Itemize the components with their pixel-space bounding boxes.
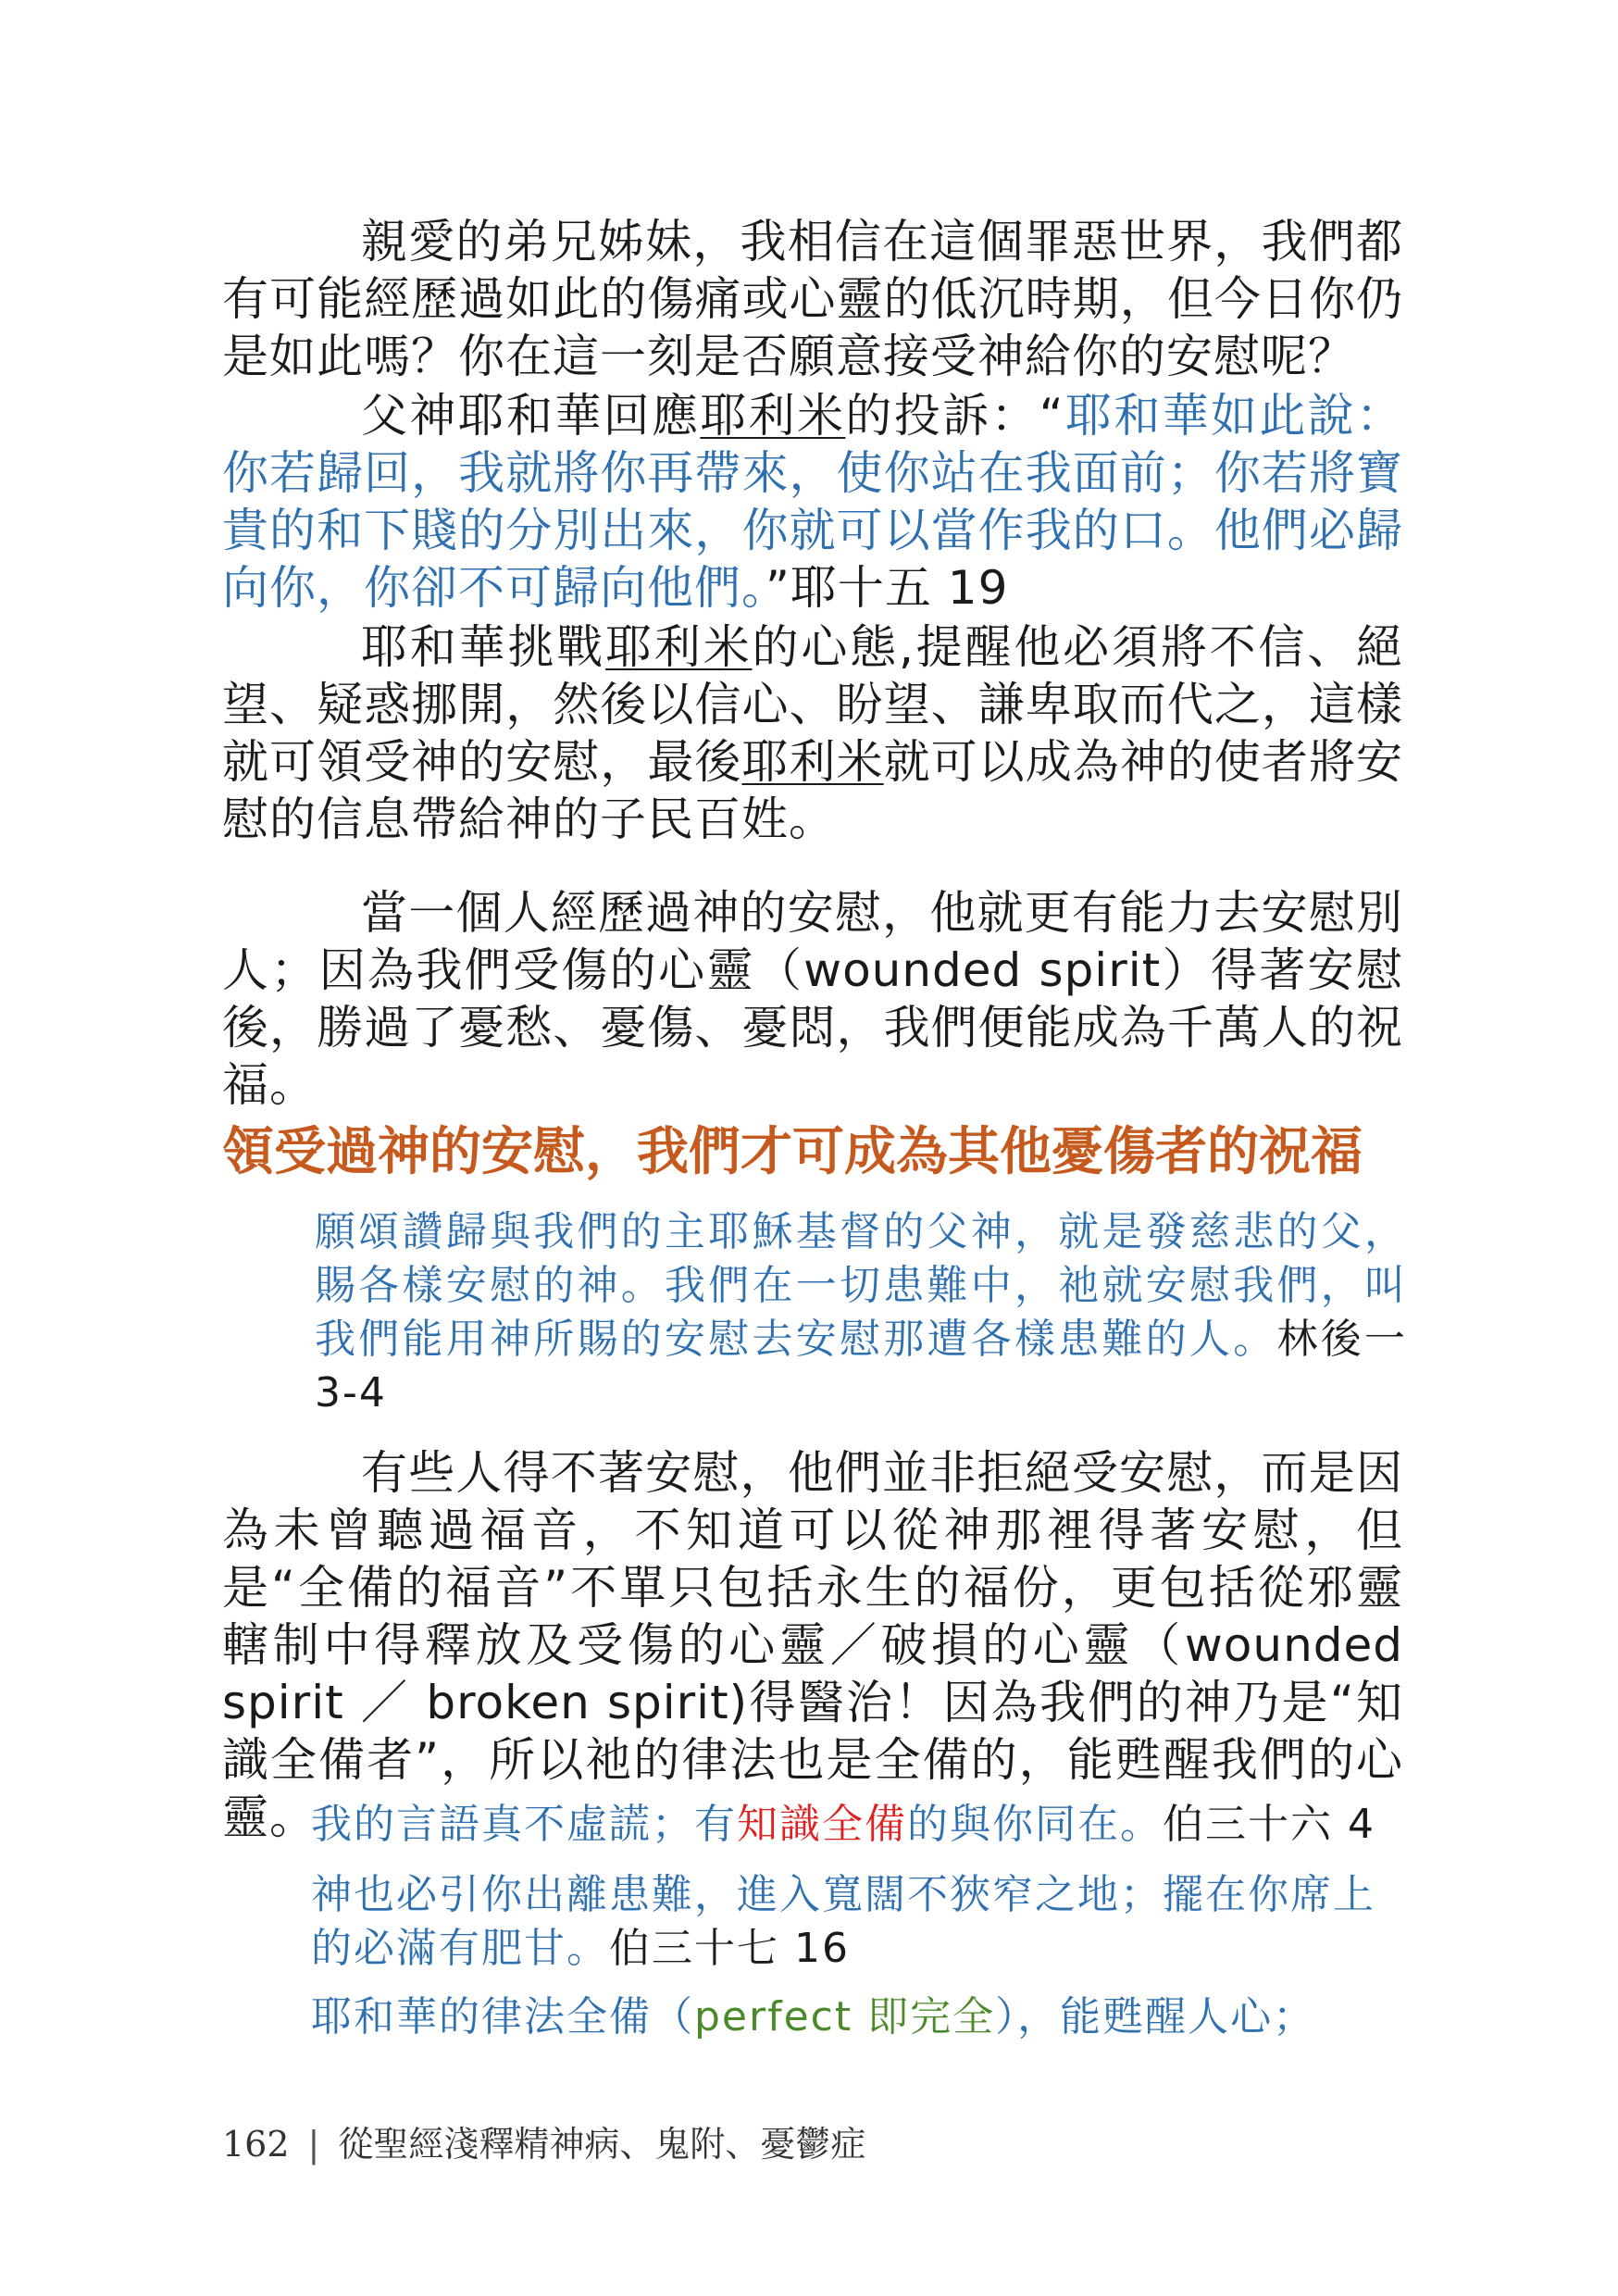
scripture-block-corinthians [315, 1205, 1407, 1420]
person-name-jeremiah: 耶利米 [700, 389, 846, 443]
scripture-verse-job-37 [311, 1868, 1413, 1976]
scripture-reference: ”耶十五 19 [765, 561, 1009, 615]
verse-highlight: 知識全備 [737, 1801, 907, 1848]
scripture-quote-jeremiah: 耶和華如此說：你若歸回，我就將你再帶來，使你站在我面前；你若將寶貴的和下賤的分別出來，你就可以當作我的口。他們必歸向你，你卻不可歸向他們。 [222, 389, 1404, 615]
paragraph-3-part-b: 的心態,提醒他必須將不信、絕望、疑惑挪開，然後以信心、盼望、謙卑取而代之，這樣就可領受神的安慰，最後 [222, 620, 1404, 789]
paragraph-3-part-a: 耶和華挑戰 [361, 620, 606, 674]
paragraph-2-mid: 的投訴：“ [845, 389, 1064, 443]
scripture-reference: 伯三十六 4 [1163, 1801, 1375, 1848]
scripture-verse-job-36 [311, 1798, 1413, 1852]
verse-text: 的與你同在。 [907, 1801, 1163, 1848]
paragraph-3-part-c: 就可以成為神的使者將安慰的信息帶給神的子民百姓。 [222, 735, 1404, 846]
paragraph-1-text: 親愛的弟兄姊妹，我相信在這個罪惡世界，我們都有可能經歷過如此的傷痛或心靈的低沉時期，但今日你仍是如此嗎？你在這一刻是否願意接受神給你的安慰呢？ [222, 215, 1403, 383]
paragraph-3 [222, 618, 1403, 848]
paragraph-2 [222, 387, 1403, 617]
scripture-quote-corinthians: 願頌讚歸與我們的主耶穌基督的父神，就是發慈悲的父，賜各樣安慰的神。我們在一切患難中，祂就安慰我們，叫我們能用神所賜的安慰去安慰那遭各樣患難的人。 [315, 1208, 1407, 1363]
footer-separator: | [307, 2124, 320, 2165]
paragraph-1 [222, 213, 1403, 385]
verse-text: 神也必引你出離患難，進入寬闊不狹窄之地；擺在你席上的必滿有肥甘。 [311, 1871, 1375, 1972]
paragraph-2-intro: 父神耶和華回應 [361, 389, 701, 443]
paragraph-4-text: 當一個人經歷過神的安慰，他就更有能力去安慰別人；因為我們受傷的心靈（wounded spirit）得著安慰後，勝過了憂愁、憂傷、憂悶，我們便能成為千萬人的祝福。 [222, 886, 1403, 1112]
paragraph-5-text: 有些人得不著安慰，他們並非拒絕受安慰，而是因為未曾聽過福音，不知道可以從神那裡得著安慰，但是“全備的福音”不單只包括永生的福份，更包括從邪靈轄制中得釋放及受傷的心靈／破損的心靈（wounded spirit ／ broken spirit)得醫治！因為我們的神乃是“知識全備者”，所以祂的律法也是全備的，能甦醒我們的心靈。 [222, 1446, 1403, 1844]
book-title: 從聖經淺釋精神病、鬼附、憂鬱症 [338, 2124, 866, 2165]
verse-text: 耶和華的律法全備（ [311, 1993, 694, 2040]
page-number: 162 [222, 2124, 290, 2165]
verse-text: ），能甦醒人心； [995, 1993, 1316, 2040]
scripture-reference: 伯三十七 16 [609, 1925, 850, 1972]
paragraph-4 [222, 884, 1403, 1114]
scripture-verse-psalm-19 [311, 1990, 1413, 2044]
verse-text: 我的言語真不虛謊；有 [311, 1801, 737, 1848]
verse-gloss: 即完全 [853, 1993, 996, 2040]
verse-english-word: perfect [694, 1993, 853, 2040]
section-heading: 領受過神的安慰，我們才可成為其他憂傷者的祝福 [222, 1121, 1363, 1182]
page-footer [222, 2122, 865, 2166]
person-name-jeremiah: 耶利米 [605, 620, 753, 674]
scripture-reference: 林後一 3-4 [315, 1316, 1407, 1416]
person-name-jeremiah: 耶利米 [741, 735, 884, 789]
paragraph-5 [222, 1444, 1403, 1846]
